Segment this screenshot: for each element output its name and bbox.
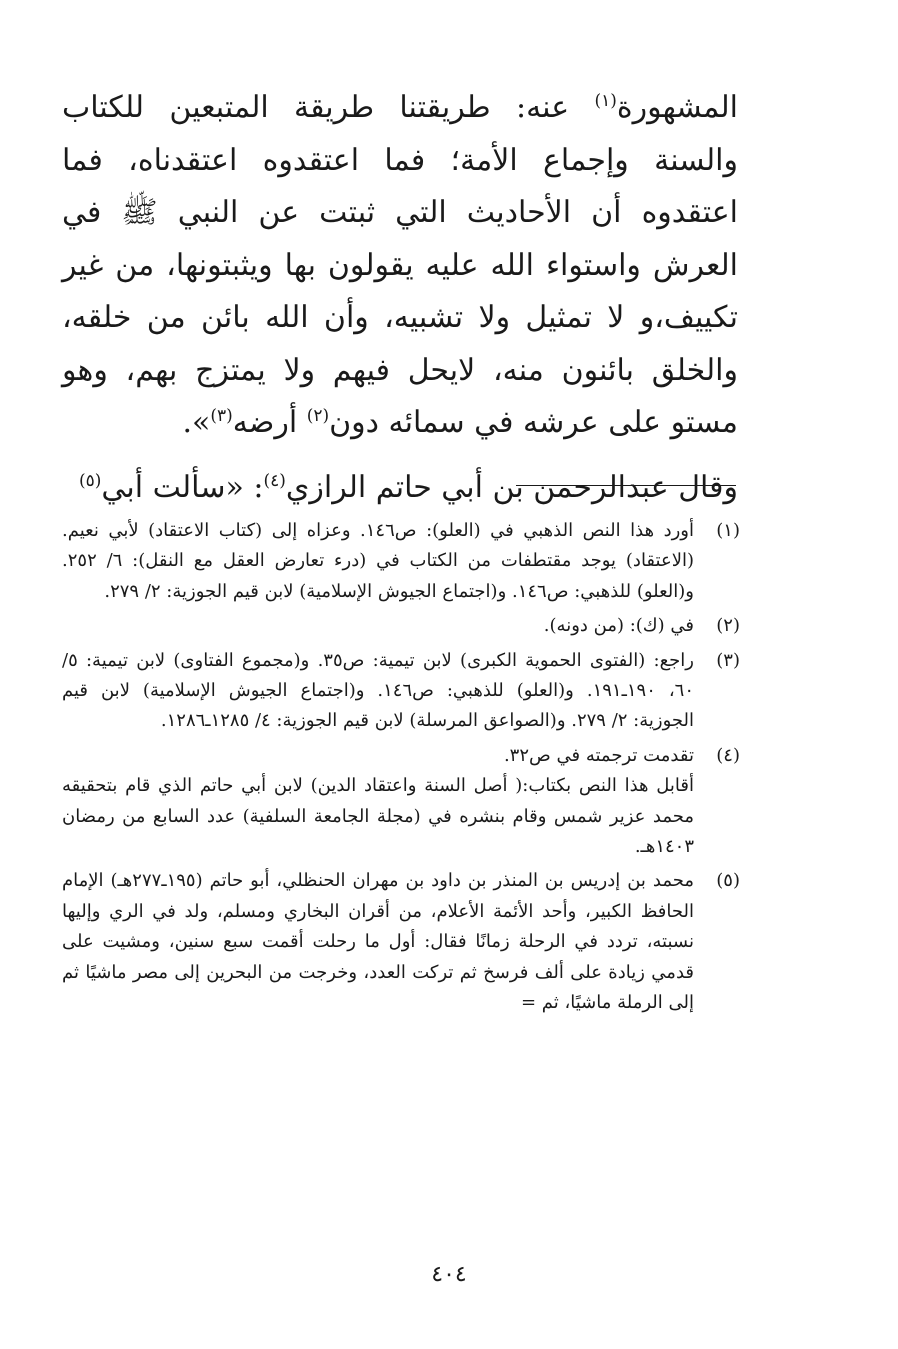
footnote-reference: (١) bbox=[594, 91, 617, 111]
footnote bbox=[62, 646, 746, 737]
footnote-reference: (٥) bbox=[78, 470, 102, 491]
main-paragraph bbox=[62, 82, 738, 450]
footnote-text: محمد بن إدريس بن المنذر بن داود بن مهران الحنظلي، أبو حاتم (١٩٥ـ٢٧٧هـ) الإمام الحافظ الكبير، وأحد الأئمة الأعلام، من أقران البخاري ومسلم، ولد في الري وإليها نسبته، تردد في الرحلة زمانًا فقال: أول ما رحلت أقمت سبع سنين، ومشيت على قدمي زيادة على ألف فرسخ ثم تركت العدد، وخرجت من البحرين إلى مصر ماشيًا ثم إلى الرملة ماشيًا، ثم = bbox=[62, 870, 695, 1014]
footnote-number: (٣) bbox=[716, 649, 740, 671]
footnote-number: (٥) bbox=[716, 870, 740, 892]
footnote bbox=[62, 611, 746, 641]
footnote-reference: (٣) bbox=[210, 406, 233, 426]
text-segment: أرضه bbox=[232, 405, 307, 440]
text-segment: المشهورة bbox=[616, 90, 738, 125]
text-segment: ». bbox=[182, 405, 211, 440]
text-segment: : «سألت أبي bbox=[101, 469, 264, 505]
text-segment: عنه: طريقتنا طريقة المتبعين للكتاب والسنة وإجماع الأمة؛ فما اعتقدوه اعتقدناه، فما اعتقدوه أن الأحاديث التي ثبتت عن النبي ﷺ في العرش واستواء الله عليه يقولون بها ويثبتونها، من غير تكييف،و لا تمثيل ولا تشبيه، وأن الله بائن من خلقه، والخلق بائنون منه، لايحل فيهم ولا يمتزج بهم، وهو مستو على عرشه في سمائه دون bbox=[62, 90, 738, 440]
footnote-reference: (٢) bbox=[306, 406, 330, 426]
main-text bbox=[62, 82, 738, 514]
footnote-text: في (ك): (من دونه). bbox=[543, 615, 694, 637]
footnote bbox=[62, 866, 746, 1018]
page-number: ٤٠٤ bbox=[431, 1262, 467, 1287]
footnote-number: (١) bbox=[716, 520, 740, 541]
footnote-reference: (٤) bbox=[263, 470, 286, 491]
footnote bbox=[62, 516, 746, 607]
footnote-text: راجع: (الفتوى الحموية الكبرى) لابن تيمية: ص٣٥. و(مجموع الفتاوى) لابن تيمية: ٥/ ٦٠، ١٩٠ـ١٩١. و(العلو) للذهبي: ص١٤٦. و(اجتماع الجيوش الإسلامية) لابن قيم الجوزية: ٢/ ٢٧٩. و(الصواعق المرسلة) لابن قيم الجوزية: ٤/ ١٢٨٥ـ١٢٨٦. bbox=[62, 649, 694, 732]
footnote-separator bbox=[516, 485, 736, 486]
main-paragraph bbox=[62, 462, 738, 515]
footnote-number: (٤) bbox=[716, 744, 740, 766]
footnote bbox=[62, 741, 746, 863]
footnote-text: أورد هذا النص الذهبي في (العلو): ص١٤٦. وعزاه إلى (كتاب الاعتقاد) لأبي نعيم. (الاعتقاد) يوجد مقتطفات من الكتاب في (درء تعارض العقل مع النقل): ٦/ ٢٥٢. و(العلو) للذهبي: ص١٤٦. و(اجتماع الجيوش الإسلامية) لابن قيم الجوزية: ٢/ ٢٧٩. bbox=[62, 520, 694, 602]
footnote-number: (٢) bbox=[716, 615, 740, 637]
text-segment: وقال عبدالرحمن بن أبي حاتم الرازي bbox=[285, 469, 738, 505]
footnotes bbox=[62, 516, 746, 1019]
footnote-text: أقابل هذا النص بكتاب:( أصل السنة واعتقاد الدين) لابن أبي حاتم الذي قام بتحقيقه محمد عزير شمس وقام بنشره في (مجلة الجامعة السلفية) عدد السابع من رمضان ١٤٠٣هـ. bbox=[62, 775, 694, 858]
footnote-text: تقدمت ترجمته في ص٣٢. bbox=[503, 744, 694, 766]
